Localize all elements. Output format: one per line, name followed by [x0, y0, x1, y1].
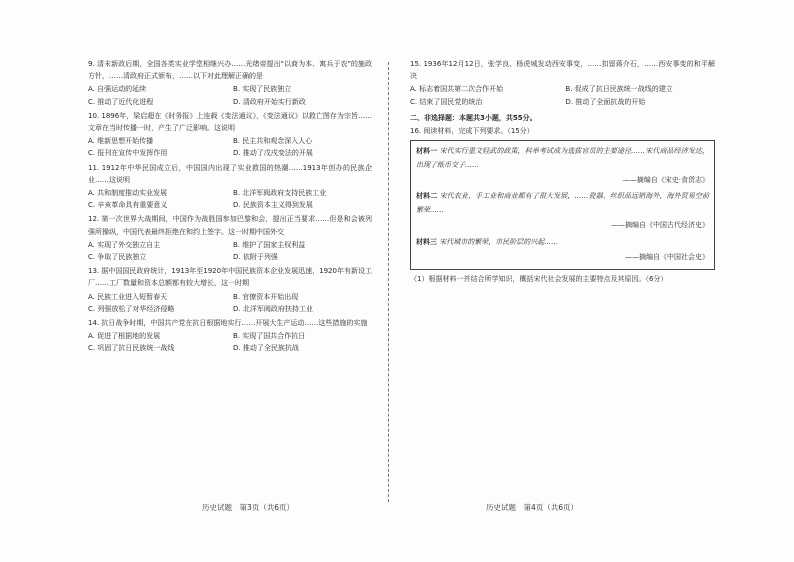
option-d: D. 推动了戊戌变法的开展 [233, 149, 313, 158]
question-10-options [88, 135, 372, 159]
material-source: ——摘编自《中国社会史》 [625, 252, 709, 261]
option-d: D. 依附于列强 [233, 253, 278, 262]
option-d: D. 北洋军阀政府扶持工业 [233, 304, 313, 313]
material-text: 宋代农业、手工业和商业都有了很大发展，……瓷器、丝织品远销海外，海外贸易空前繁荣…… [416, 192, 710, 215]
option-d: D. 民族资本主义得到发展 [233, 201, 313, 210]
question-10: 10. 1896年，梁启超在《时务报》上连载《变法通议》，《变法通议》以救亡图存为宗旨……文章在当时传播一时，产生了广泛影响。这说明 [88, 111, 372, 133]
option-a: A. 实现了外交独立自主 [88, 240, 161, 249]
option-b: B. 北洋军阀政府支持民族工业 [233, 189, 327, 198]
option-c: C. 争取了民族独立 [88, 253, 147, 262]
option-d: D. 推动了全民族抗战 [233, 344, 299, 353]
option-b: B. 官僚资本开始出现 [233, 292, 299, 301]
option-d: D. 推动了全面抗战的开始 [565, 97, 646, 106]
question-15: 15. 1936年12月12日，张学良、杨虎城发动西安事变，……扣留蒋介石，……西安事变的和平解决 [410, 60, 715, 81]
material-text: 宋代城市的繁荣，市民阶层的兴起…… [439, 237, 559, 246]
question-13-options [88, 291, 372, 315]
question-11-options [88, 187, 372, 211]
option-c: C. 巩固了抗日民族统一战线 [88, 344, 175, 353]
question-16-task: （1）根据材料一并结合所学知识，概括宋代社会发展的主要特点及其原因。（6分） [410, 274, 668, 283]
question-13: 13. 据中国国民政府统计，1913年至1920年中国民族资本企业发展迅速，1920年有新设工厂……工厂数量和资本总额都有较大增长，这一时期 [88, 267, 372, 288]
material-2 [416, 189, 709, 217]
option-a: A. 标志着国共第二次合作开始 [410, 85, 504, 94]
option-b: B. 实现了民族独立 [233, 85, 292, 94]
material-3 [416, 235, 709, 249]
question-14-options [88, 330, 372, 354]
option-c: C. 辛亥革命具有重要意义 [88, 201, 168, 210]
material-source: ——摘编自《宋史·食货志》 [622, 176, 709, 185]
material-label: 材料三 [416, 237, 437, 246]
option-c: C. 结束了国民党的统治 [410, 97, 483, 106]
option-a: A. 共和制度推动实业发展 [88, 189, 168, 198]
option-a: A. 自强运动的延续 [88, 85, 147, 94]
option-c: C. 报刊在宣传中发挥作用 [88, 149, 168, 158]
section-heading: 二、非选择题：本题共3小题，共55分。 [410, 113, 537, 122]
material-source: ——摘编自《中国古代经济史》 [611, 221, 709, 230]
question-12-options [88, 239, 372, 263]
question-9: 9. 清末新政后期，全国各类实业学堂相继兴办……光绪帝提出"以商为本、寓兵于农"的施政方针，……清政府正式颁布，……以下对此理解正确的是 [88, 60, 372, 81]
option-c: C. 列强放松了对华经济侵略 [88, 304, 175, 313]
option-a: A. 民族工业进入短暂春天 [88, 292, 168, 301]
left-column [88, 58, 372, 357]
right-column [410, 58, 715, 286]
page-footer-left: 历史试题 第3页（共6页） [202, 503, 295, 512]
option-d: D. 清政府开始实行新政 [233, 97, 306, 106]
question-9-options [88, 83, 372, 107]
question-12: 12. 第一次世界大战期间，中国作为战胜国参加巴黎和会，提出正当要求……但是和会被列强所操纵，中国代表最终拒绝在和约上签字。这一时期中国外交 [88, 215, 372, 236]
question-15-options [410, 83, 715, 107]
material-label: 材料二 [416, 192, 438, 201]
page-footer-right: 历史试题 第4页（共6页） [486, 503, 579, 512]
option-a: A. 促进了根据地的发展 [88, 332, 161, 341]
question-14: 14. 抗日战争时期，中国共产党在抗日根据地实行……开展大生产运动……这些措施的实施 [88, 319, 368, 328]
option-b: B. 实现了国共合作抗日 [233, 332, 306, 341]
material-label: 材料一 [416, 147, 438, 156]
material-1 [416, 144, 709, 172]
option-a: A. 维新思想开始传播 [88, 137, 154, 146]
option-b: B. 维护了国家主权利益 [233, 240, 306, 249]
material-text: 宋代实行重文轻武的政策，科举考试成为选拔官员的主要途径……宋代商品经济发达，出现了纸币交子…… [416, 147, 710, 170]
question-16: 16. 阅读材料，完成下列要求。（15分） [410, 127, 534, 136]
materials-box [410, 140, 715, 270]
column-divider [388, 62, 389, 502]
question-11: 11. 1912年中华民国成立后，中国国内出现了实业救国的热潮……1913年创办的民族企业……这说明 [88, 163, 372, 184]
option-c: C. 推动了近代化进程 [88, 97, 154, 106]
option-b: B. 民主共和观念深入人心 [233, 137, 313, 146]
option-b: B. 促成了抗日民族统一战线的建立 [565, 85, 673, 94]
